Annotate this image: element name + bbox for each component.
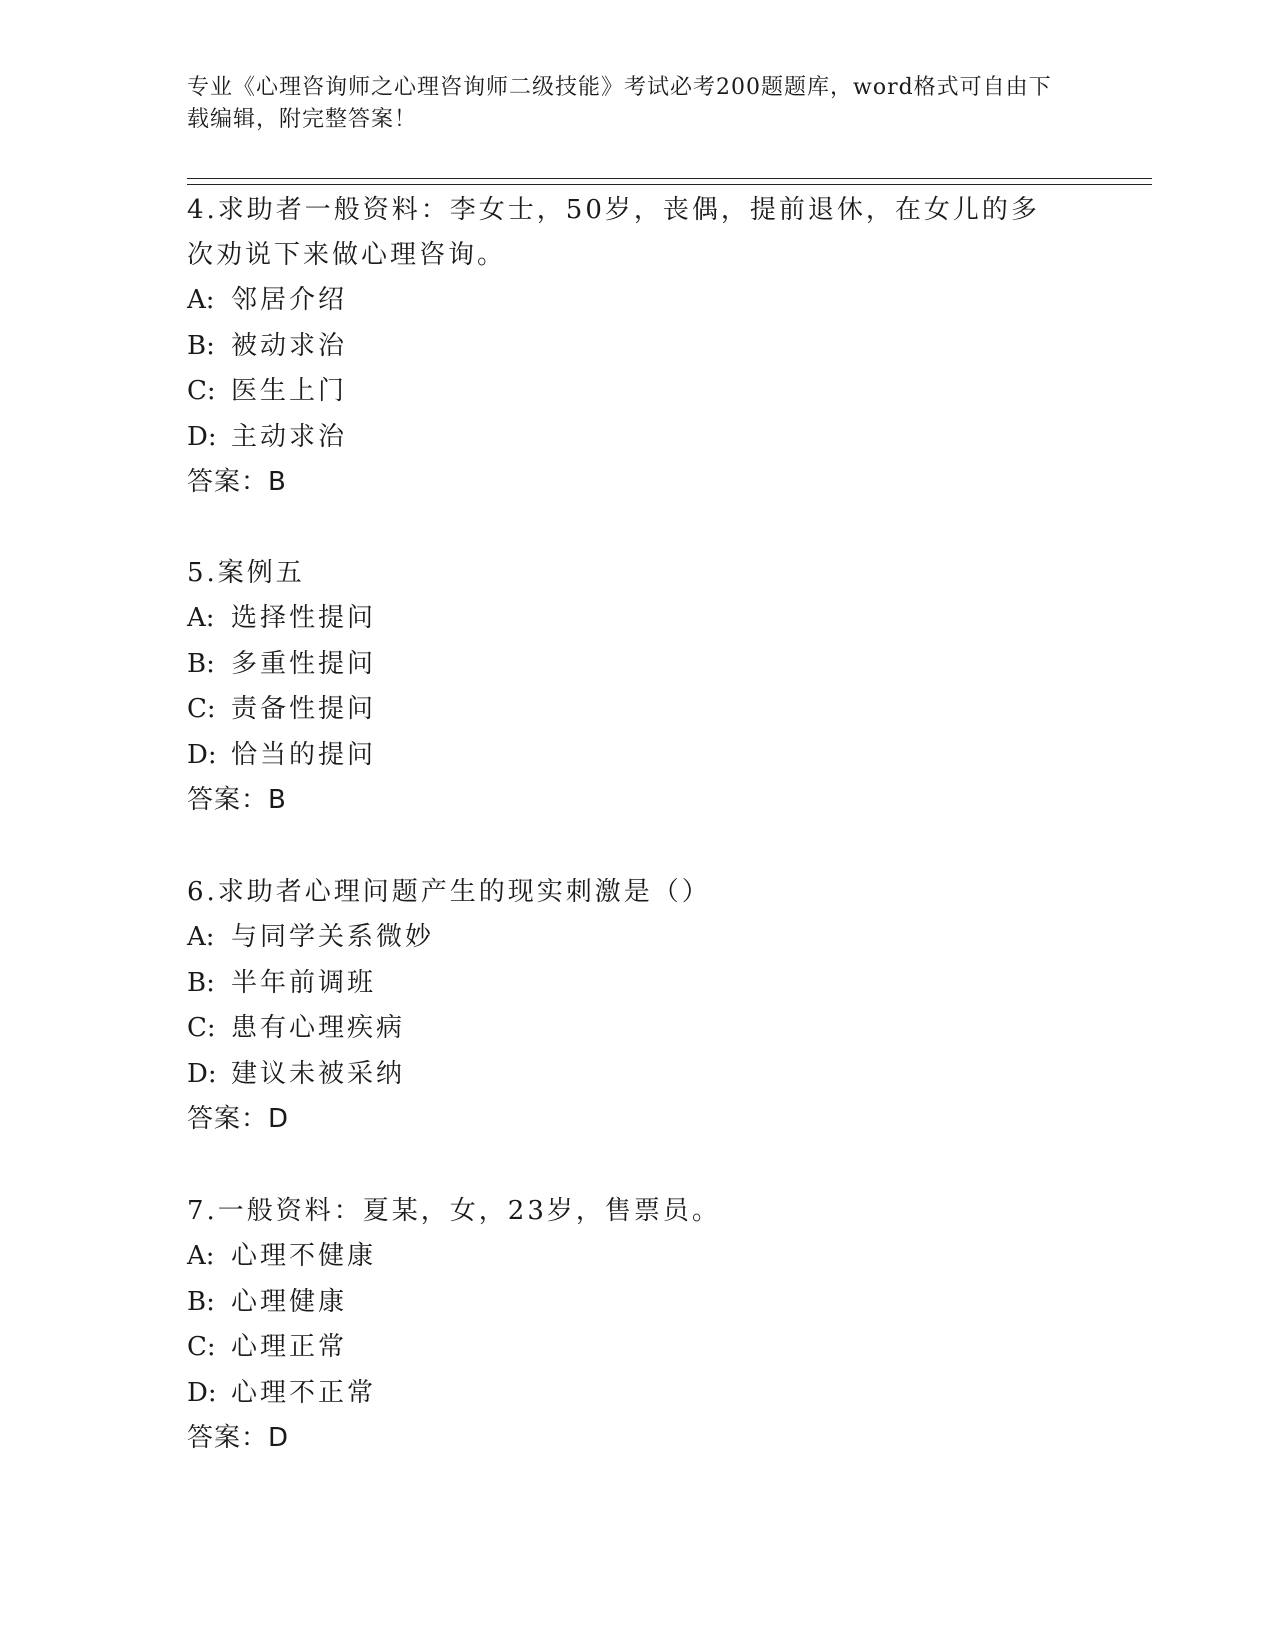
header-divider-top: [187, 178, 1152, 179]
option-letter: C:: [187, 1013, 216, 1043]
option-b: [187, 1280, 1067, 1326]
option-d: [187, 733, 1067, 779]
answer-key: 答案：D: [187, 1104, 290, 1134]
answer-key: 答案：B: [187, 785, 287, 815]
option-text: 建议未被采纳: [231, 1058, 406, 1089]
option-text: 患有心理疾病: [231, 1013, 406, 1043]
option-text: 与同学关系微妙: [231, 922, 435, 952]
option-letter: A:: [187, 603, 215, 633]
header-divider-bottom: [187, 184, 1152, 185]
option-c: [187, 369, 1067, 415]
option-text: 恰当的提问: [231, 739, 377, 770]
option-a: [187, 278, 1067, 324]
option-text: 心理健康: [231, 1286, 348, 1317]
option-letter: B:: [187, 330, 215, 361]
option-text: 选择性提问: [231, 603, 377, 633]
question-stem: 7.一般资料：夏某，女，23岁，售票员。: [187, 1196, 721, 1226]
option-letter: D:: [187, 1058, 217, 1089]
option-b: [187, 961, 1067, 1007]
option-a: [187, 596, 1067, 642]
option-letter: A:: [187, 922, 215, 952]
option-letter: B:: [187, 1286, 215, 1317]
question-7: [187, 1189, 1067, 1461]
option-letter: C:: [187, 376, 216, 406]
option-text: 心理正常: [231, 1332, 348, 1362]
option-letter: A:: [187, 1241, 215, 1271]
question-stem: 4.求助者一般资料：李女士，50岁，丧偶，提前退休，在女儿的多次劝说下来做心理咨询。: [187, 195, 1040, 270]
option-text: 责备性提问: [231, 694, 377, 724]
option-a: [187, 915, 1067, 961]
answer-key: 答案：B: [187, 467, 287, 497]
question-stem: 5.案例五: [187, 558, 305, 588]
option-text: 医生上门: [231, 376, 348, 406]
question-stem: 6.求助者心理问题产生的现实刺激是（）: [187, 877, 711, 907]
option-text: 心理不健康: [231, 1241, 377, 1271]
document-intro: 专业《心理咨询师之心理咨询师二级技能》考试必考200题题库，word格式可自由下载编辑，附完整答案！: [187, 75, 1052, 132]
option-text: 多重性提问: [231, 648, 377, 679]
option-a: [187, 1234, 1067, 1280]
option-c: [187, 1006, 1067, 1052]
option-b: [187, 324, 1067, 370]
question-5: [187, 551, 1067, 823]
option-text: 心理不正常: [231, 1377, 377, 1408]
option-d: [187, 1371, 1067, 1417]
answer-key: 答案：D: [187, 1423, 290, 1453]
option-letter: D:: [187, 421, 217, 452]
option-letter: C:: [187, 1332, 216, 1362]
option-letter: B:: [187, 648, 215, 679]
question-4: [187, 188, 1067, 505]
option-letter: A:: [187, 285, 215, 315]
option-c: [187, 1325, 1067, 1371]
option-d: [187, 415, 1067, 461]
option-b: [187, 642, 1067, 688]
option-text: 主动求治: [231, 421, 348, 452]
option-text: 半年前调班: [231, 967, 377, 998]
option-text: 邻居介绍: [231, 285, 348, 315]
option-letter: C:: [187, 694, 216, 724]
option-letter: B:: [187, 967, 215, 998]
option-d: [187, 1052, 1067, 1098]
option-c: [187, 687, 1067, 733]
question-6: [187, 870, 1067, 1142]
option-text: 被动求治: [231, 330, 348, 361]
option-letter: D:: [187, 1377, 217, 1408]
option-letter: D:: [187, 739, 217, 770]
